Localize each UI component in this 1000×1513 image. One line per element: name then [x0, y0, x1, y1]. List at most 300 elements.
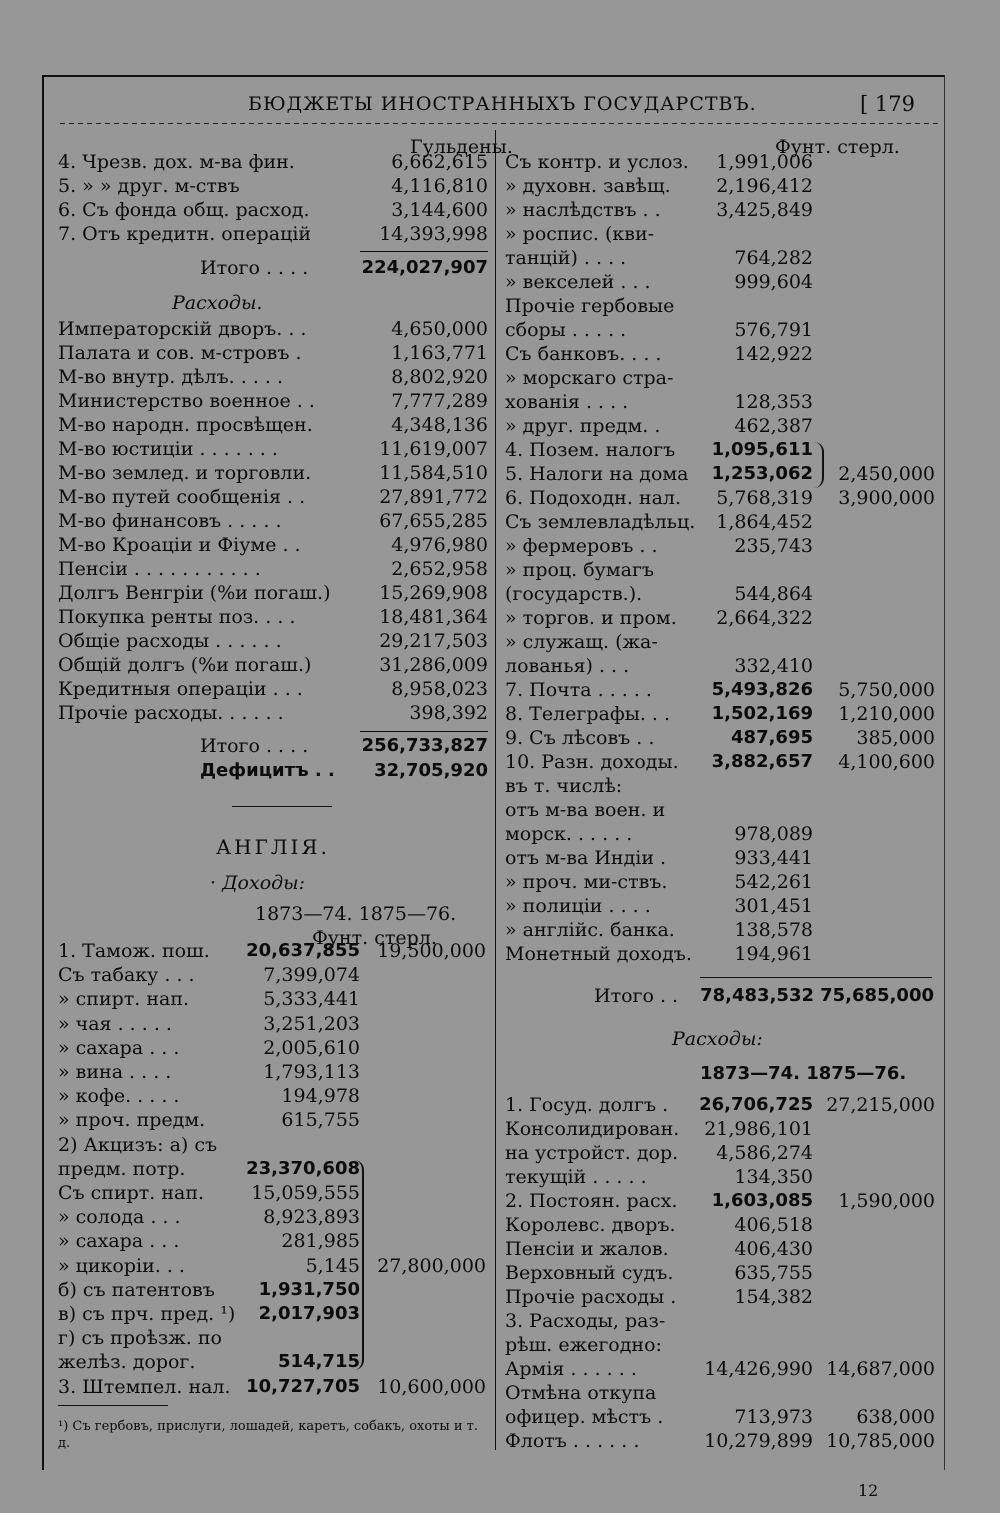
table-row	[58, 1327, 486, 1351]
row-label: рѣш. ежегодно:	[505, 1334, 662, 1356]
table-row	[505, 823, 935, 847]
total-value-2: 75,685,000	[820, 985, 934, 1006]
total-rule	[700, 977, 932, 978]
table-row	[505, 1334, 935, 1358]
table-row	[505, 943, 935, 967]
deficit-row	[200, 760, 488, 784]
row-label: офицер. мѣстъ .	[505, 1406, 664, 1428]
table-row	[58, 175, 488, 199]
row-value: 29,217,503	[379, 630, 488, 652]
table-row	[58, 510, 488, 534]
table-row	[505, 1190, 935, 1214]
row-value: 4,348,136	[391, 414, 488, 436]
expenses-title: Расходы.	[172, 292, 263, 314]
row-value: 11,619,007	[379, 438, 488, 460]
deficit-value: 32,705,920	[374, 760, 488, 781]
row-value: 544,864	[734, 583, 813, 605]
left-income-total-row	[200, 257, 488, 281]
table-row	[505, 631, 935, 655]
row-label: М-во внутр. дѣлъ. . . . .	[58, 366, 284, 388]
row-label: б) съ патентовъ	[58, 1278, 215, 1301]
row-label: 7. Почта . . . . .	[505, 679, 652, 701]
table-row	[505, 487, 935, 511]
table-row	[58, 558, 488, 582]
row-label: 1. Тамож. пош.	[58, 940, 210, 962]
row-value-2: 2,450,000	[838, 463, 935, 485]
table-row	[58, 678, 488, 702]
row-value: 301,451	[734, 895, 813, 917]
table-row	[505, 247, 935, 271]
row-label: М-во землед. и торговли.	[58, 462, 312, 484]
table-row	[505, 319, 935, 343]
total-rule	[360, 731, 488, 732]
table-row	[505, 655, 935, 679]
row-label: 2. Постоян. расх.	[505, 1190, 678, 1212]
row-label: в) съ прч. пред. ¹)	[58, 1303, 236, 1325]
table-row	[505, 1358, 935, 1382]
row-value: 31,286,009	[379, 654, 488, 676]
row-value: 406,430	[734, 1238, 813, 1260]
table-row	[505, 1214, 935, 1238]
table-row	[505, 1238, 935, 1262]
row-value: 18,481,364	[379, 606, 488, 628]
header-ornament	[60, 123, 940, 124]
table-row	[58, 1351, 486, 1375]
table-row	[505, 1430, 935, 1454]
row-value: 154,382	[734, 1286, 813, 1308]
row-label: » проц. бумагъ	[505, 559, 654, 581]
row-label: Съ землевладѣльц.	[505, 511, 696, 533]
table-row	[505, 679, 935, 703]
row-value: 406,518	[734, 1214, 813, 1236]
row-label: 9. Съ лѣсовъ . .	[505, 727, 655, 749]
row-label: 3. Штемпел. нал.	[58, 1375, 231, 1398]
row-label: Флотъ . . . . . .	[505, 1430, 640, 1452]
row-value: 134,350	[734, 1166, 813, 1188]
table-row	[505, 703, 935, 727]
row-label: 5. » » друг. м-ствъ	[58, 175, 240, 197]
row-value: 5,768,319	[716, 487, 813, 509]
row-label: » векселей . . .	[505, 271, 651, 293]
row-value-2: 14,687,000	[826, 1358, 935, 1380]
row-label: М-во Кроаціи и Фіуме . .	[58, 534, 301, 556]
row-value: 3,251,203	[263, 1012, 360, 1035]
total-value: 224,027,907	[361, 257, 488, 278]
row-label: » фермеровъ . .	[505, 535, 658, 557]
row-value-2: 638,000	[856, 1406, 935, 1428]
row-label: Верховный судъ.	[505, 1262, 674, 1284]
row-value: 5,145	[305, 1254, 360, 1277]
table-row	[58, 151, 488, 175]
row-label: » сахара . . .	[58, 1036, 180, 1059]
table-row	[505, 151, 935, 175]
row-label: (государств.).	[505, 583, 643, 605]
table-row	[58, 462, 488, 486]
page-number: [ 179	[860, 92, 915, 116]
table-row	[58, 486, 488, 510]
row-label: » полиціи . . . .	[505, 895, 651, 917]
row-value: 6,662,615	[391, 151, 488, 173]
row-value-2: 4,100,600	[838, 751, 935, 773]
total-label: Итого . . . .	[200, 257, 309, 279]
row-value: 615,755	[281, 1109, 360, 1132]
table-row	[58, 414, 488, 438]
table-row	[58, 1037, 486, 1061]
row-label: 5. Налоги на дома	[505, 463, 689, 485]
page-number-value: 179	[874, 92, 915, 116]
row-label: Пенсіи . . . . . . . . . . .	[58, 558, 261, 580]
row-value: 3,882,657	[711, 751, 813, 772]
row-value: 1,991,006	[716, 151, 813, 173]
row-value: 1,253,062	[711, 463, 813, 484]
left-unit-label: Гульдены.	[410, 136, 513, 158]
table-row	[58, 988, 486, 1012]
row-value: 1,931,750	[258, 1278, 360, 1300]
right-expenses-title: Расходы:	[672, 1028, 763, 1050]
table-row	[58, 366, 488, 390]
row-label: Общій долгъ (%и погаш.)	[58, 654, 312, 676]
row-value: 2,017,903	[258, 1303, 360, 1324]
row-value: 8,923,893	[263, 1206, 360, 1229]
row-label: сборы . . . . .	[505, 319, 627, 341]
table-row	[58, 438, 488, 462]
row-label: Прочіе расходы. . . . . .	[58, 702, 284, 724]
row-value: 332,410	[734, 655, 813, 677]
table-row	[505, 727, 935, 751]
row-label: М-во путей сообщенія . .	[58, 486, 306, 508]
row-value: 1,603,085	[711, 1190, 813, 1211]
row-value: 138,578	[734, 919, 813, 941]
table-row	[58, 1013, 486, 1037]
row-value: 7,399,074	[263, 964, 360, 987]
row-value: 235,743	[734, 535, 813, 557]
table-row	[505, 607, 935, 631]
table-row	[58, 1182, 486, 1206]
table-row	[58, 630, 488, 654]
table-row	[505, 1118, 935, 1142]
row-value: 281,985	[281, 1230, 360, 1253]
left-expense-total-row	[200, 735, 488, 759]
row-label: » морскаго стра-	[505, 367, 674, 389]
table-row	[505, 583, 935, 607]
row-value-2: 10,785,000	[826, 1430, 935, 1452]
row-value: 1,095,611	[711, 439, 813, 460]
row-label: 6. Съ фонда общ. расход.	[58, 199, 310, 221]
row-value: 14,426,990	[704, 1358, 813, 1380]
row-label: Съ табаку . . .	[58, 964, 195, 987]
table-row	[58, 1206, 486, 1230]
row-value: 514,715	[278, 1351, 360, 1373]
row-label: » чая . . . . .	[58, 1012, 172, 1035]
column-divider	[495, 130, 496, 1450]
row-value: 10,279,899	[704, 1430, 813, 1452]
row-label: Консолидирован.	[505, 1118, 680, 1140]
table-row	[58, 1085, 486, 1109]
row-label: Общіе расходы . . . . . .	[58, 630, 282, 652]
table-row	[58, 1230, 486, 1254]
row-value: 999,604	[734, 271, 813, 293]
row-value: 1,793,113	[263, 1061, 360, 1083]
table-row	[505, 799, 935, 823]
row-label: Съ контр. и услоз.	[505, 151, 689, 173]
table-row	[58, 940, 486, 964]
table-row	[505, 391, 935, 415]
row-label: Министерство военное . .	[58, 390, 315, 412]
table-row	[505, 223, 935, 247]
table-row	[505, 559, 935, 583]
row-value-2: 19,500,000	[377, 940, 486, 962]
right-total-row	[594, 985, 934, 1009]
row-value: 27,891,772	[379, 486, 488, 508]
row-value: 21,986,101	[704, 1118, 813, 1140]
row-label: » спирт. нап.	[58, 988, 190, 1011]
row-value: 576,791	[734, 319, 813, 341]
row-label: Императорскій дворъ. . .	[58, 318, 307, 340]
row-label: М-во народн. просвѣщен.	[58, 414, 313, 436]
row-value: 23,370,608	[246, 1157, 360, 1179]
row-value: 4,650,000	[391, 318, 488, 340]
row-label: » проч. ми-ствъ.	[505, 871, 668, 893]
row-label: 10. Разн. доходы.	[505, 751, 679, 773]
row-value: 2,652,958	[391, 558, 488, 580]
row-value-2: 10,600,000	[377, 1375, 486, 1398]
row-value: 978,089	[734, 823, 813, 845]
row-label: » торгов. и пром.	[505, 607, 677, 629]
row-value: 2,196,412	[716, 175, 813, 197]
row-label: морск. . . . . .	[505, 823, 633, 845]
row-label: » служащ. (жа-	[505, 631, 658, 653]
row-value: 3,144,600	[391, 199, 488, 221]
table-row	[505, 775, 935, 799]
section-rule	[232, 806, 332, 807]
row-value: 20,637,855	[246, 940, 360, 961]
right-unit-label: Фунт. стерл.	[775, 136, 900, 158]
row-label: текущій . . . . .	[505, 1166, 647, 1188]
table-row	[58, 223, 488, 247]
row-label: » солода . . .	[58, 1206, 181, 1229]
row-label: » наслѣдствъ . .	[505, 199, 661, 221]
row-value: 4,976,980	[391, 534, 488, 556]
row-value: 487,695	[731, 727, 813, 748]
table-row	[505, 463, 935, 487]
total-value: 256,733,827	[361, 735, 488, 756]
row-value: 764,282	[734, 247, 813, 269]
row-label: » проч. предм.	[58, 1109, 206, 1132]
brace	[352, 1160, 364, 1370]
row-label: 1. Госуд. долгъ .	[505, 1094, 669, 1116]
row-label: » роспис. (кви-	[505, 223, 655, 245]
row-value: 542,261	[734, 871, 813, 893]
row-label: 4. Чрезв. дох. м-ва фин.	[58, 151, 295, 173]
eng-years: 1873—74. 1875—76.	[255, 903, 457, 925]
table-row	[58, 1158, 486, 1182]
table-row	[58, 606, 488, 630]
table-row	[58, 318, 488, 342]
row-value: 7,777,289	[391, 390, 488, 412]
row-label: лованья) . . .	[505, 655, 630, 677]
row-value: 4,116,810	[391, 175, 488, 197]
page-header-title: БЮДЖЕТЫ ИНОСТРАННЫХЪ ГОСУДАРСТВЪ.	[248, 93, 757, 115]
table-row	[505, 1382, 935, 1406]
row-label: Кредитныя операціи . . .	[58, 678, 303, 700]
table-row	[505, 271, 935, 295]
row-label: 3. Расходы, раз-	[505, 1310, 666, 1332]
england-title: АНГЛІЯ.	[216, 835, 330, 859]
row-value: 1,864,452	[716, 511, 813, 533]
row-label: отъ м-ва Индіи .	[505, 847, 667, 869]
row-label: » сахара . . .	[58, 1230, 180, 1253]
table-row	[58, 1134, 486, 1158]
row-value: 128,353	[734, 391, 813, 413]
row-label: Прочіе расходы .	[505, 1286, 677, 1308]
table-row	[58, 390, 488, 414]
table-row	[505, 751, 935, 775]
row-value: 14,393,998	[379, 223, 488, 245]
row-label: 8. Телеграфы. . .	[505, 703, 671, 725]
table-row	[505, 1094, 935, 1118]
row-label: отъ м-ва воен. и	[505, 799, 666, 821]
row-value: 10,727,705	[246, 1375, 360, 1397]
row-value: 713,973	[734, 1406, 813, 1428]
total-label: Итого . . . .	[200, 735, 309, 757]
table-row	[58, 1376, 486, 1400]
table-row	[58, 1255, 486, 1279]
row-label: г) съ проѣзж. по	[58, 1327, 222, 1350]
table-row	[505, 871, 935, 895]
table-row	[505, 511, 935, 535]
row-value: 67,655,285	[379, 510, 488, 532]
table-row	[505, 175, 935, 199]
row-label: 2) Акцизъ: а) съ	[58, 1133, 218, 1156]
table-row	[505, 343, 935, 367]
table-row	[58, 1303, 486, 1327]
row-value: 8,958,023	[391, 678, 488, 700]
table-row	[505, 1142, 935, 1166]
footnote-rule	[58, 1405, 168, 1406]
row-value-2: 1,210,000	[838, 703, 935, 725]
row-value: 4,586,274	[716, 1142, 813, 1164]
table-row	[505, 1286, 935, 1310]
total-label: Итого . .	[594, 985, 679, 1007]
row-value: 2,664,322	[716, 607, 813, 629]
row-label: М-во юстиціи . . . . . . .	[58, 438, 278, 460]
table-row	[505, 895, 935, 919]
table-row	[58, 582, 488, 606]
row-label: » цикоріи. . .	[58, 1254, 185, 1277]
table-row	[58, 342, 488, 366]
row-label: » вина . . . .	[58, 1061, 172, 1083]
row-label: М-во финансовъ . . . . .	[58, 510, 282, 532]
row-label: 6. Подоходн. нал.	[505, 487, 682, 509]
row-label: хованія . . . .	[505, 391, 629, 413]
table-row	[58, 1109, 486, 1133]
row-value: 194,978	[281, 1085, 360, 1108]
row-label: Покупка ренты поз. . . .	[58, 606, 296, 628]
table-row	[505, 919, 935, 943]
row-label: Монетный доходъ.	[505, 943, 692, 965]
row-value-2: 385,000	[856, 727, 935, 749]
row-value: 15,059,555	[251, 1182, 360, 1204]
total-rule	[360, 251, 488, 252]
row-value: 5,333,441	[263, 988, 360, 1011]
row-label: Прочіе гербовые	[505, 295, 675, 317]
row-value: 11,584,510	[379, 462, 488, 484]
total-value-1: 78,483,532	[700, 985, 814, 1006]
row-value-2: 27,800,000	[377, 1254, 486, 1277]
table-row	[505, 199, 935, 223]
table-row	[505, 1262, 935, 1286]
row-label: » друг. предм. .	[505, 415, 661, 437]
row-value-2: 3,900,000	[838, 487, 935, 509]
row-value: 8,802,920	[391, 366, 488, 388]
table-row	[58, 199, 488, 223]
row-label: » духовн. завѣщ.	[505, 175, 671, 197]
table-row	[505, 847, 935, 871]
row-label: Армія . . . . . .	[505, 1358, 637, 1380]
row-value: 1,163,771	[391, 342, 488, 364]
table-row	[505, 295, 935, 319]
table-row	[58, 964, 486, 988]
row-value: 142,922	[734, 343, 813, 365]
table-row	[505, 367, 935, 391]
eng-income-title-text: Доходы:	[222, 872, 306, 894]
row-value: 194,961	[734, 943, 813, 965]
row-label: » кофе. . . . .	[58, 1085, 180, 1108]
row-label: предм. потр.	[58, 1157, 186, 1180]
row-value: 3,425,849	[716, 199, 813, 221]
eng-unit-label: Фунт. стерл.	[312, 927, 437, 949]
row-value: 15,269,908	[379, 582, 488, 604]
row-label: 7. Отъ кредитн. операцій	[58, 223, 312, 245]
brace	[812, 442, 824, 488]
row-value: 2,005,610	[263, 1036, 360, 1059]
row-value: 462,387	[734, 415, 813, 437]
row-value: 5,493,826	[711, 679, 813, 700]
row-label: Съ банковъ. . . .	[505, 343, 662, 365]
row-value: 1,502,169	[711, 703, 813, 724]
row-label: Королевс. дворъ.	[505, 1214, 676, 1236]
row-value: 933,441	[734, 847, 813, 869]
row-label: танцій) . . . .	[505, 247, 627, 269]
row-value-2: 5,750,000	[838, 679, 935, 701]
row-value: 26,706,725	[699, 1094, 813, 1115]
row-label: » англійс. банка.	[505, 919, 675, 941]
right-years: 1873—74. 1875—76.	[700, 1063, 907, 1084]
row-value-2: 27,215,000	[826, 1094, 935, 1116]
row-value: 398,392	[409, 702, 488, 724]
eng-income-title: · Доходы:	[210, 872, 306, 894]
row-label: въ т. числѣ:	[505, 775, 623, 797]
table-row	[505, 535, 935, 559]
table-row	[58, 1061, 486, 1085]
row-label: Палата и сов. м-стровъ .	[58, 342, 302, 364]
table-row	[58, 534, 488, 558]
row-value-2: 1,590,000	[838, 1190, 935, 1212]
row-label: 4. Позем. налогъ	[505, 439, 676, 461]
row-label: на устройст. дор.	[505, 1142, 679, 1164]
row-label: Отмѣна откупа	[505, 1382, 657, 1404]
table-row	[58, 654, 488, 678]
table-row	[505, 1166, 935, 1190]
footnote: ¹) Съ гербовъ, прислуги, лошадей, каретъ, собакъ, охоты и т. д.	[58, 1419, 478, 1451]
page-footer-number: 12	[858, 1481, 879, 1500]
row-value: 635,755	[734, 1262, 813, 1284]
row-label: Долгъ Венгріи (%и погаш.)	[58, 582, 331, 604]
row-label: желѣз. дорог.	[58, 1351, 196, 1374]
table-row	[505, 1310, 935, 1334]
table-row	[505, 1406, 935, 1430]
deficit-label: Дефицитъ . .	[200, 760, 335, 781]
